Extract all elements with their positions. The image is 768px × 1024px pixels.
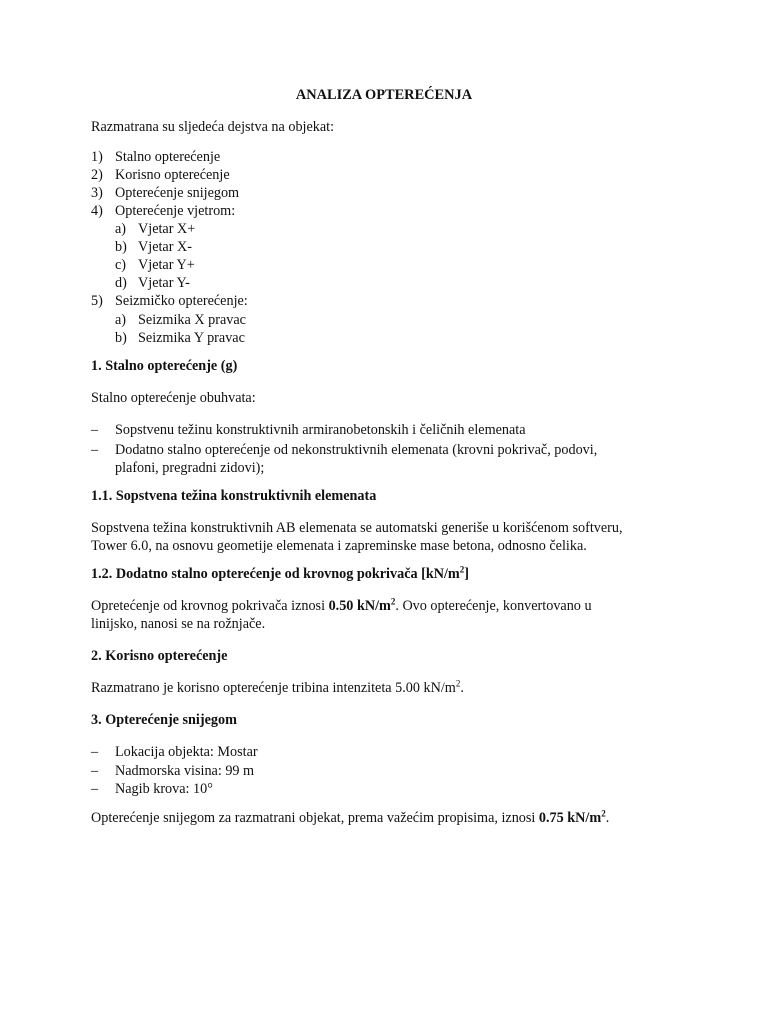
bullet-item: – Lokacija objekta: Mostar: [91, 744, 258, 760]
list-item: 1) Stalno opterećenje: [91, 149, 221, 165]
section-heading: 1.2. Dodatno stalno opterećenje od krovnog pokrivača $[kN/m^2]$: [91, 564, 469, 582]
bullet-item: – Nadmorska visina: 99 m: [91, 763, 255, 779]
bullet-item-continuation: plafoni, pregradni zidovi);: [115, 460, 265, 476]
paragraph: Razmatrano je korisno opterećenje tribina intenziteta 5.00 $kN/m^2$.: [91, 678, 464, 696]
paragraph: Opterećenje snijegom za razmatrani objekat, prema važećim propisima, iznosi 0.75 $kN/m^2$.: [91, 808, 610, 826]
bullet-item: – Sopstvenu težinu konstruktivnih armiranobetonskih i čeličnih elemenata: [91, 422, 526, 438]
paragraph-line: Opretećenje od krovnog pokrivača iznosi 0.50 $kN/m^2$. Ovo opterećenje, konvertovano u: [91, 596, 592, 614]
list-item: 3) Opterećenje snijegom: [91, 185, 240, 201]
section-heading: 1.1. Sopstvena težina konstruktivnih elemenata: [91, 488, 377, 504]
list-item: 4) Opterećenje vjetrom:: [91, 203, 236, 219]
bullet-item: – Dodatno stalno opterećenje od nekonstruktivnih elemenata (krovni pokrivač, podovi,: [91, 442, 598, 458]
sub-list-item: c) Vjetar Y+: [115, 257, 195, 273]
sub-list-item: a) Seizmika X pravac: [115, 312, 246, 328]
document-title: ANALIZA OPTEREĆENJA: [295, 87, 473, 103]
sub-list-item: b) Vjetar X-: [115, 239, 192, 255]
paragraph-line: Tower 6.0, na osnovu geometije elemenata i zapreminske mase betona, odnosno čelika.: [91, 538, 587, 554]
sub-list-item: b) Seizmika Y pravac: [115, 330, 245, 346]
list-item: 5) Seizmičko opterećenje:: [91, 293, 248, 309]
sub-list-item: a) Vjetar X+: [115, 221, 196, 237]
section-heading: 1. Stalno opterećenje (g): [91, 358, 238, 374]
paragraph: Stalno opterećenje obuhvata:: [91, 390, 256, 406]
paragraph-line: linijsko, nanosi se na rožnjače.: [91, 616, 266, 632]
paragraph-line: Sopstvena težina konstruktivnih AB elemenata se automatski generiše u korišćenom softveru,: [91, 520, 623, 536]
sub-list-item: d) Vjetar Y-: [115, 275, 190, 291]
bullet-item: – Nagib krova: 10°: [91, 781, 213, 797]
intro-text: Razmatrana su sljedeća dejstva na objekat:: [91, 119, 335, 135]
list-item: 2) Korisno opterećenje: [91, 167, 230, 183]
section-heading: 3. Opterećenje snijegom: [91, 712, 237, 728]
section-heading: 2. Korisno opterećenje: [91, 648, 228, 664]
